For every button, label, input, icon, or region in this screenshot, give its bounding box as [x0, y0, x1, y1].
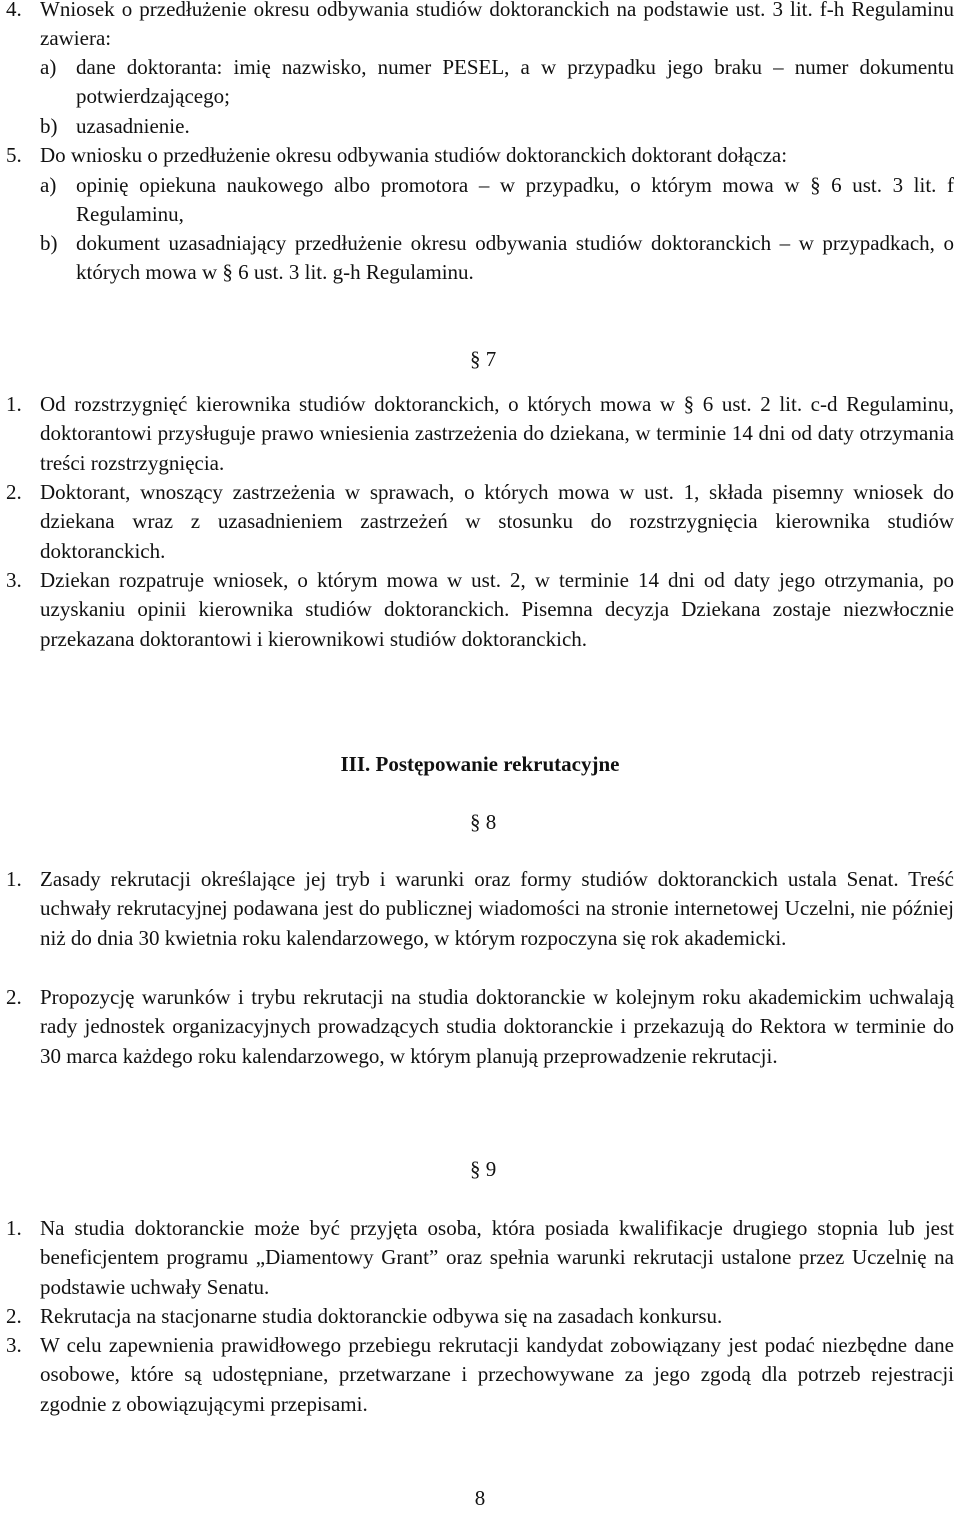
document-page: 4. Wniosek o przedłużenie okresu odbywania studiów doktoranckich na podstawie ust. 3 lit. f-h Regulaminu zawiera: a) dane doktoranta: imię nazwisko, numer PESEL, a w przypadku jego braku – numer dokumentu potwierdzającego; b) uzasadnienie. 5. Do wniosku o przedłużenie okresu odbywania studiów doktoranckich doktorant dołącza: a) opinię opiekuna naukowego albo promotora – w przypadku, o którym mowa w § 6 ust. 3 lit. f Regulaminu, b) dokument uzasadniający przedłużenie okresu odbywania studiów doktoranckich – w przypadkach, o których mowa w § 6 ust. 3 lit. g-h Regulaminu. § 7 1. Od rozstrzygnięć kierownika studiów doktoranckich, o których mowa w § 6 ust. 2 lit. c-d Regulaminu, doktorantowi przysługuje prawo wniesienia zastrzeżenia do dziekana, w terminie 14 dni od daty otrzymania treści rozstrzygnięcia. 2. Doktorant, wnoszący zastrzeżenia w sprawach, o których mowa w ust. 1, składa pisemny wniosek do dziekana wraz z uzasadnieniem zastrzeżeń w stosunku do rozstrzygnięcia kierownika studiów doktoranckich. 3. Dziekan rozpatruje wniosek, o którym mowa w ust. 2, w terminie 14 dni od daty jego otrzymania, po uzyskaniu opinii kierownika studiów doktoranckich. Pisemna decyzja Dziekana zostaje niezwłocznie przekazana doktorantowi i kierownikowi studiów doktoranckich. III. Postępowanie rekrutacyjne § 8 1. Zasady rekrutacji określające jej tryb i warunki oraz formy studiów doktoranckich ustala Senat. Treść uchwały rekrutacyjnej podawana jest do publicznej wiadomości na stronie internetowej Uczelni, nie później niż do dnia 30 kwietnia roku kalendarzowego, w którym rozpoczyna się rok akademicki. 2. Propozycję warunków i trybu rekrutacji na studia doktoranckie w kolejnym roku akademickim uchwalają rady jednostek organizacyjnych prowadzących studia doktoranckie i przekazują do Rektora w terminie do 30 marca każdego roku kalendarzowego, w którym planują przeprowadzenie rekrutacji. § 9 1. Na studia doktoranckie może być przyjęta osoba, która posiada kwalifikacje drugiego stopnia lub jest beneficjentem programu „Diamentowy Grant” oraz spełnia warunki rekrutacji ustalone przez Uczelnię na podstawie uchwały Senatu. 2. Rekrutacja na stacjonarne studia doktoranckie odbywa się na zasadach konkursu. 3. W celu zapewnienia prawidłowego przebiegu rekrutacji kandydat zobowiązany jest podać niezbędne dane osobowe, które są udostępniane, przetwarzane i przechowywane za jego zgodą dla potrzeb rejestracji zgodnie z obowiązującymi przepisami. 8	[0, 0, 960, 1509]
paragraph-heading-7: § 7	[470, 347, 497, 371]
paragraph-heading-9: § 9	[470, 1157, 497, 1181]
paragraph-heading-8: § 8	[470, 810, 497, 834]
section-heading: III. Postępowanie rekrutacyjne	[340, 752, 620, 776]
page-number: 8	[474, 1486, 486, 1510]
